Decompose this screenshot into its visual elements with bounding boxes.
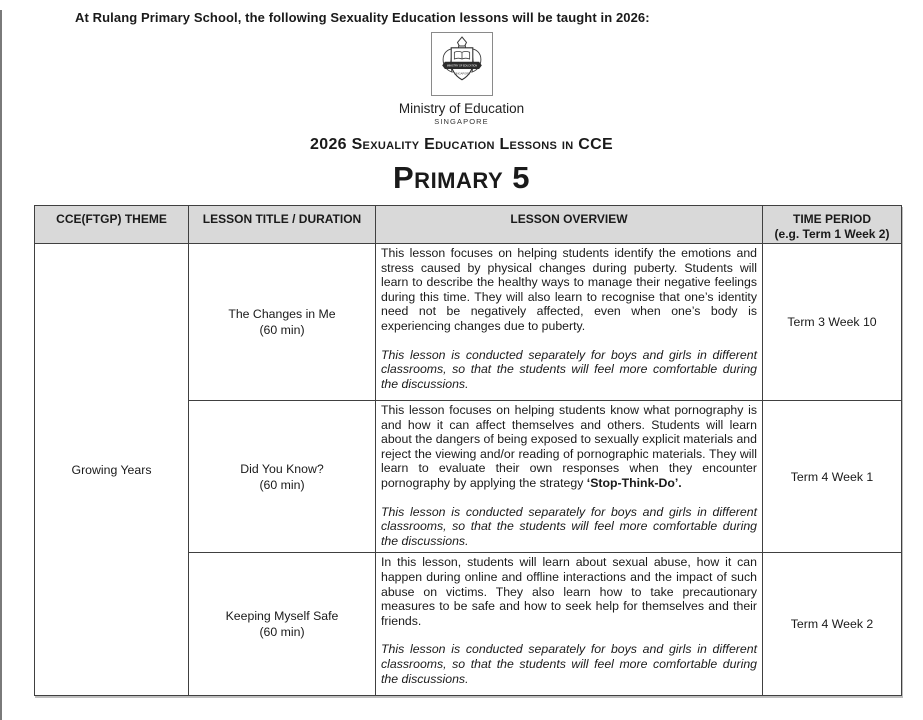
lesson-title: Did You Know?	[240, 461, 324, 476]
overview-paragraph: In this lesson, students will learn about sexual abuse, how it can happen during online and offline interactions and the impact of such abuse on victims. They also learn how to take precautionary measures to be safe and how to seek help for themselves and their friends.	[381, 555, 757, 628]
table-header-row	[35, 206, 902, 244]
overview-bold-text: ‘Stop-Think-Do’.	[586, 475, 682, 490]
intro-text: At Rulang Primary School, the following Sexuality Education lessons will be taught in 2026:	[75, 10, 650, 25]
lesson-title: Keeping Myself Safe	[225, 609, 339, 624]
time-period-cell: Term 4 Week 1	[763, 401, 902, 553]
lesson-duration: (60 min)	[259, 625, 305, 640]
time-period-cell: Term 3 Week 10	[763, 244, 902, 401]
col-header-theme: CCE(FTGP) THEME	[35, 206, 189, 244]
svg-text:SINGAPORE: SINGAPORE	[453, 72, 470, 76]
page-left-edge	[0, 10, 2, 720]
lesson-title-cell	[189, 401, 376, 553]
moe-logo-block	[0, 32, 923, 125]
moe-crest-icon	[431, 32, 493, 96]
overview-note: This lesson is conducted separately for boys and girls in different classrooms, so that the students will feel more comfortable during the discussions.	[381, 642, 757, 686]
overview-note: This lesson is conducted separately for boys and girls in different classrooms, so that the students will feel more comfortable during the discussions.	[381, 504, 757, 548]
overview-text: This lesson focuses on helping students know what pornography is and how it can affect themselves and others. Students will learn about the dangers of being exposed to sexually explicit materials and reject the viewing and/or reading of pornographic materials. They will learn to evaluate their own responses when they encounter pornography by applying the strategy	[381, 403, 757, 490]
table-row-changes-in-me	[35, 244, 902, 401]
col-header-overview: LESSON OVERVIEW	[376, 206, 763, 244]
lesson-overview-cell	[376, 553, 763, 696]
col-header-time-period	[763, 206, 902, 244]
time-period-header-line1: TIME PERIOD	[792, 212, 871, 226]
ministry-country: SINGAPORE	[434, 116, 489, 126]
document-title: 2026 Sexuality Education Lessons in CCE	[310, 136, 613, 153]
time-period-header-line2: (e.g. Term 1 Week 2)	[774, 227, 890, 241]
lesson-title-cell	[189, 244, 376, 401]
overview-note: This lesson is conducted separately for boys and girls in different classrooms, so that the students will feel more comfortable during the discussions.	[381, 347, 757, 391]
lesson-title-cell	[189, 553, 376, 696]
lesson-title: The Changes in Me	[228, 307, 336, 321]
time-period-cell: Term 4 Week 2	[763, 553, 902, 696]
col-header-lesson-title: LESSON TITLE / DURATION	[189, 206, 376, 244]
lesson-duration: (60 min)	[259, 323, 305, 337]
overview-paragraph: This lesson focuses on helping students identify the emotions and stress caused by physical changes during puberty. Students will learn to describe the healthy ways to manage their negative feelings during this time. They will also learn to recognise that one’s identity need not be negatively affected, even when one’s body is experiencing changes due to puberty.	[381, 246, 757, 333]
lesson-overview-cell	[376, 244, 763, 401]
lesson-overview-cell	[376, 401, 763, 553]
lesson-duration: (60 min)	[259, 477, 305, 492]
svg-text:MINISTRY OF EDUCATION: MINISTRY OF EDUCATION	[446, 64, 477, 68]
ministry-name: Ministry of Education	[398, 101, 525, 116]
level-title: Primary 5	[393, 160, 530, 195]
overview-paragraph	[381, 403, 757, 491]
theme-cell: Growing Years	[35, 244, 189, 696]
lessons-table	[34, 205, 902, 696]
